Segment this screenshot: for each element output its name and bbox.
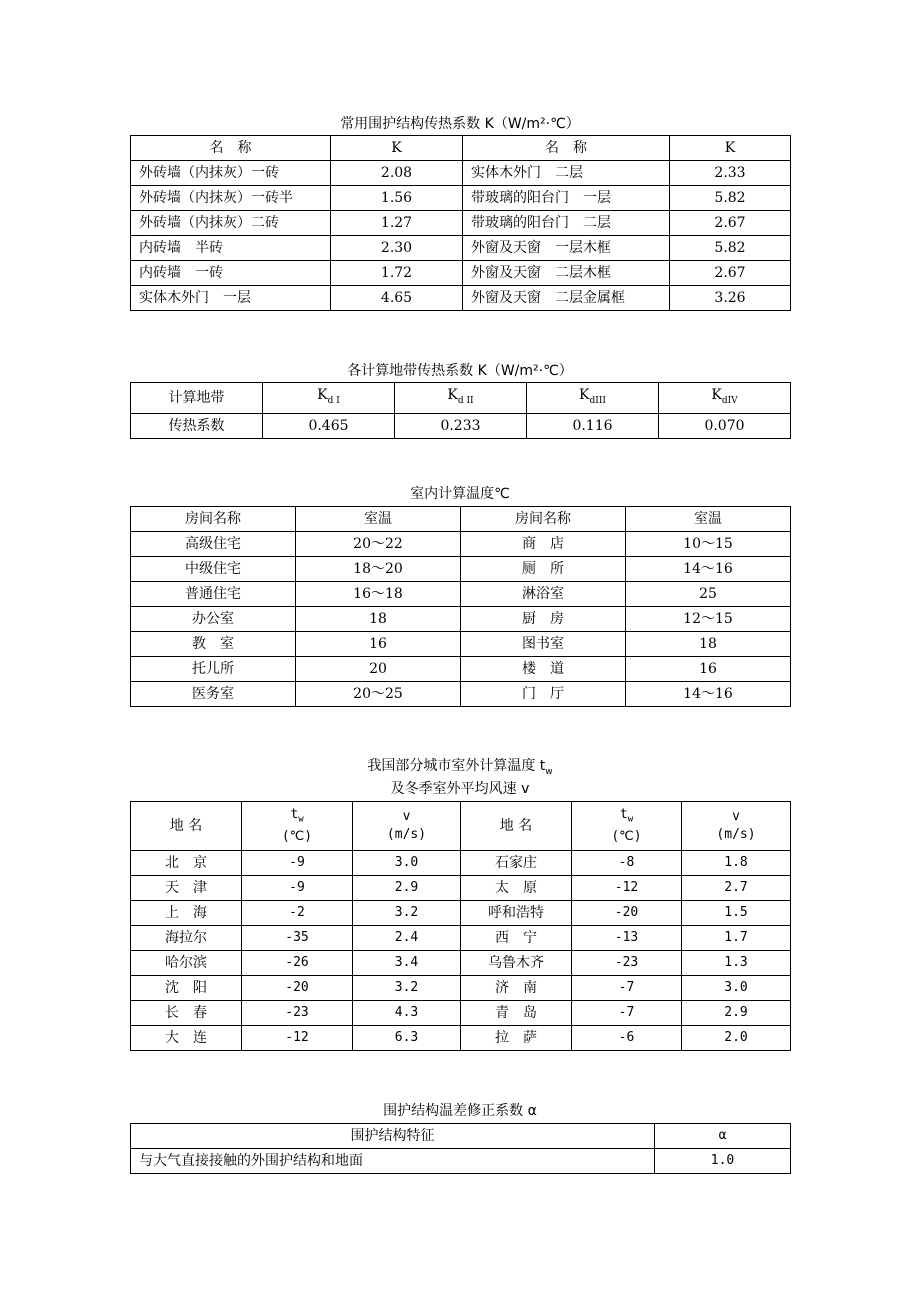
cell: 呼和浩特 — [461, 901, 572, 926]
cell: -9 — [242, 876, 353, 901]
header-city-left: 地 名 — [131, 802, 242, 851]
header-room-right: 房间名称 — [461, 507, 626, 532]
cell: 哈尔滨 — [131, 951, 242, 976]
table3-caption: 室内计算温度℃ — [410, 486, 510, 502]
cell: -7 — [572, 1001, 682, 1026]
cell: 3.2 — [353, 901, 461, 926]
cell: 2.30 — [331, 236, 463, 261]
cell: 5.82 — [670, 186, 791, 211]
cell: 2.33 — [670, 161, 791, 186]
cell: 1.27 — [331, 211, 463, 236]
cell: 16 — [296, 632, 461, 657]
caption-sub: w — [545, 766, 553, 777]
cell: 青 岛 — [461, 1001, 572, 1026]
cell: -9 — [242, 851, 353, 876]
header-zone: 计算地带 — [131, 383, 263, 414]
cell: 商 店 — [461, 532, 626, 557]
cell: 实体木外门 二层 — [463, 161, 670, 186]
cell: 外窗及天窗 二层金属框 — [463, 286, 670, 311]
table-row — [131, 926, 791, 951]
row-label: 传热系数 — [131, 413, 263, 438]
temperature-correction-table — [130, 1123, 791, 1174]
table-row — [131, 286, 791, 311]
cell: 18 — [626, 632, 791, 657]
cell: 20 — [296, 657, 461, 682]
cell: 石家庄 — [461, 851, 572, 876]
table-row — [131, 682, 791, 707]
table-header-row — [131, 383, 791, 414]
header-room-left: 房间名称 — [131, 507, 296, 532]
cell: 18 — [296, 607, 461, 632]
cell: -23 — [572, 951, 682, 976]
cell: -20 — [242, 976, 353, 1001]
cell: 1.8 — [682, 851, 791, 876]
cell: 0.233 — [395, 413, 527, 438]
cell: 外砖墙（内抹灰）二砖 — [131, 211, 331, 236]
cell: 楼 道 — [461, 657, 626, 682]
cell: 2.67 — [670, 211, 791, 236]
cell: 医务室 — [131, 682, 296, 707]
cell: 淋浴室 — [461, 582, 626, 607]
header-tw-right — [572, 802, 682, 851]
k-base: K — [447, 387, 458, 403]
cell: 2.9 — [682, 1001, 791, 1026]
outdoor-temperature-table — [130, 801, 791, 1051]
k-sub: d I — [327, 395, 340, 406]
v-unit: (m/s) — [716, 827, 756, 842]
cell: 托儿所 — [131, 657, 296, 682]
table-header-row — [131, 1124, 791, 1149]
cell: 厨 房 — [461, 607, 626, 632]
cell: 天 津 — [131, 876, 242, 901]
cell: 内砖墙 一砖 — [131, 261, 331, 286]
cell: 海拉尔 — [131, 926, 242, 951]
cell: 普通住宅 — [131, 582, 296, 607]
cell: 拉 萨 — [461, 1026, 572, 1051]
v-unit: (m/s) — [386, 827, 427, 842]
cell: 带玻璃的阳台门 二层 — [463, 211, 670, 236]
table-row — [131, 582, 791, 607]
v-label: v — [402, 809, 411, 824]
cell: -7 — [572, 976, 682, 1001]
cell: 沈 阳 — [131, 976, 242, 1001]
cell: -6 — [572, 1026, 682, 1051]
table-row — [131, 1001, 791, 1026]
cell: 16～18 — [296, 582, 461, 607]
table-header-row — [131, 136, 791, 161]
tw-base: t — [619, 806, 628, 822]
cell: 2.08 — [331, 161, 463, 186]
table2-caption: 各计算地带传热系数 K（W/m²·℃） — [347, 363, 573, 379]
table-row — [131, 211, 791, 236]
header-name-right: 名 称 — [463, 136, 670, 161]
caption-text: 我国部分城市室外计算温度 t — [367, 758, 546, 774]
cell: 实体木外门 一层 — [131, 286, 331, 311]
header-tw-left — [242, 802, 353, 851]
cell: 20～25 — [296, 682, 461, 707]
table-row — [131, 413, 791, 438]
cell: 5.82 — [670, 236, 791, 261]
table-row — [131, 557, 791, 582]
ground-zone-coefficient-table — [130, 382, 791, 439]
cell: 中级住宅 — [131, 557, 296, 582]
cell: 1.0 — [655, 1149, 791, 1174]
cell: 与大气直接接触的外围护结构和地面 — [131, 1149, 655, 1174]
v-label: v — [732, 809, 740, 824]
k-base: K — [317, 387, 328, 403]
header-k-left: K — [331, 136, 463, 161]
header-k-right: K — [670, 136, 791, 161]
cell: 3.2 — [353, 976, 461, 1001]
cell: -12 — [242, 1026, 353, 1051]
header-kd4 — [659, 383, 791, 414]
table-row — [131, 851, 791, 876]
table-header-row — [131, 802, 791, 851]
k-sub: dIV — [721, 395, 738, 406]
k-sub: d II — [457, 395, 474, 406]
header-temp-right: 室温 — [626, 507, 791, 532]
cell: 3.26 — [670, 286, 791, 311]
cell: 北 京 — [131, 851, 242, 876]
tw-sub: w — [627, 814, 634, 825]
table-row — [131, 657, 791, 682]
header-temp-left: 室温 — [296, 507, 461, 532]
cell: 4.65 — [331, 286, 463, 311]
cell: 6.3 — [353, 1026, 461, 1051]
cell: 上 海 — [131, 901, 242, 926]
cell: -20 — [572, 901, 682, 926]
k-base: K — [579, 387, 590, 403]
cell: -13 — [572, 926, 682, 951]
tw-sub: w — [298, 814, 304, 825]
cell: 16 — [626, 657, 791, 682]
cell: 长 春 — [131, 1001, 242, 1026]
cell: -23 — [242, 1001, 353, 1026]
table1-caption: 常用围护结构传热系数 K（W/m²·℃） — [340, 116, 580, 132]
cell: 1.56 — [331, 186, 463, 211]
header-name-left: 名 称 — [131, 136, 331, 161]
header-kd2 — [395, 383, 527, 414]
cell: -26 — [242, 951, 353, 976]
cell: 18～20 — [296, 557, 461, 582]
indoor-temperature-table — [130, 506, 791, 707]
cell: 14～16 — [626, 682, 791, 707]
cell: 教 室 — [131, 632, 296, 657]
cell: 外砖墙（内抹灰）一砖半 — [131, 186, 331, 211]
cell: 厕 所 — [461, 557, 626, 582]
table-row — [131, 876, 791, 901]
tw-unit: (℃) — [281, 829, 313, 845]
cell: 2.9 — [353, 876, 461, 901]
cell: 4.3 — [353, 1001, 461, 1026]
table-row — [131, 901, 791, 926]
table4-caption-line1 — [130, 756, 790, 782]
cell: 14～16 — [626, 557, 791, 582]
header-alpha: α — [655, 1124, 791, 1149]
cell: -12 — [572, 876, 682, 901]
cell: 3.4 — [353, 951, 461, 976]
cell: 3.0 — [353, 851, 461, 876]
cell: -2 — [242, 901, 353, 926]
header-city-right: 地 名 — [461, 802, 572, 851]
cell: 内砖墙 半砖 — [131, 236, 331, 261]
cell: 图书室 — [461, 632, 626, 657]
cell: -35 — [242, 926, 353, 951]
cell: 0.070 — [659, 413, 791, 438]
k-base: K — [711, 387, 722, 403]
table-row — [131, 261, 791, 286]
k-sub: dIII — [589, 395, 606, 406]
cell: 10～15 — [626, 532, 791, 557]
tw-unit: (℃) — [611, 829, 642, 845]
cell: 带玻璃的阳台门 一层 — [463, 186, 670, 211]
cell: 1.7 — [682, 926, 791, 951]
table-row — [131, 186, 791, 211]
table-row — [131, 607, 791, 632]
cell: 12～15 — [626, 607, 791, 632]
cell: 外砖墙（内抹灰）一砖 — [131, 161, 331, 186]
cell: 外窗及天窗 二层木框 — [463, 261, 670, 286]
cell: 2.7 — [682, 876, 791, 901]
cell: 1.3 — [682, 951, 791, 976]
table-row — [131, 532, 791, 557]
table5-caption: 围护结构温差修正系数 α — [383, 1103, 537, 1119]
header-kd1 — [263, 383, 395, 414]
cell: 2.4 — [353, 926, 461, 951]
cell: 2.0 — [682, 1026, 791, 1051]
heat-transfer-coefficient-table — [130, 135, 791, 311]
cell: 2.67 — [670, 261, 791, 286]
header-v-left — [353, 802, 461, 851]
table-row — [131, 236, 791, 261]
cell: 太 原 — [461, 876, 572, 901]
table-row — [131, 951, 791, 976]
cell: 1.5 — [682, 901, 791, 926]
cell: 外窗及天窗 一层木框 — [463, 236, 670, 261]
cell: 20～22 — [296, 532, 461, 557]
cell: 济 南 — [461, 976, 572, 1001]
cell: 25 — [626, 582, 791, 607]
header-feature: 围护结构特征 — [131, 1124, 655, 1149]
cell: 门 厅 — [461, 682, 626, 707]
cell: 高级住宅 — [131, 532, 296, 557]
cell: 0.465 — [263, 413, 395, 438]
table-row — [131, 632, 791, 657]
table-header-row — [131, 507, 791, 532]
cell: 1.72 — [331, 261, 463, 286]
table-row — [131, 161, 791, 186]
cell: 办公室 — [131, 607, 296, 632]
header-kd3 — [527, 383, 659, 414]
cell: -8 — [572, 851, 682, 876]
tw-base: t — [290, 806, 299, 822]
header-v-right — [682, 802, 791, 851]
cell: 3.0 — [682, 976, 791, 1001]
cell: 西 宁 — [461, 926, 572, 951]
table-row — [131, 976, 791, 1001]
cell: 0.116 — [527, 413, 659, 438]
table-row — [131, 1149, 791, 1174]
cell: 大 连 — [131, 1026, 242, 1051]
table-row — [131, 1026, 791, 1051]
cell: 乌鲁木齐 — [461, 951, 572, 976]
table4-caption-line2: 及冬季室外平均风速 v — [390, 781, 530, 797]
